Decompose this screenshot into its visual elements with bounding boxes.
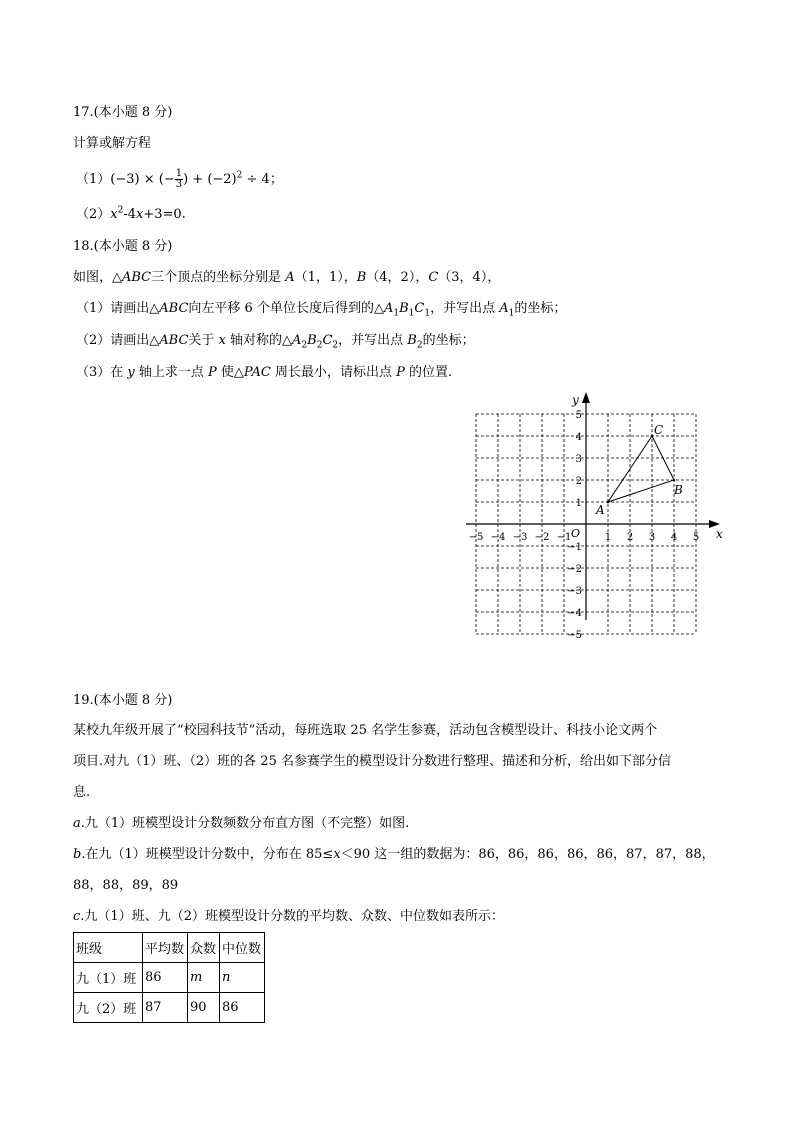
q18-header: 18.(本小题 8 分) [73,239,173,254]
q17-part1: （1）(−3) × (− $\frac{1}{3}$ ) + $(-2)^2 \div 4$； [76,168,283,190]
q19-item-a: a.九（1）班模型设计分数频数分布直方图（不完整）如图. [73,816,410,831]
x-tick-label: −4 [490,532,506,543]
x-tick-label: −2 [534,532,550,543]
x-tick-label: 2 [626,532,634,543]
q17-part2: $(2)x^2-4x+3=0$. [76,205,186,222]
table-cell: 九（1）班 [74,963,143,993]
y-tick-label: 5 [575,410,582,421]
table-cell: n [220,963,265,993]
q17-header: 17.(本小题 8 分) [73,105,173,120]
q19-intro-line3: 息. [73,785,91,800]
table-header-cell: 班级 [74,933,143,963]
stats-table [73,932,265,1023]
x-tick-label: −5 [468,532,484,543]
x-tick-label: −1 [556,532,572,543]
triangle-abc [608,436,674,502]
table-cell: m [188,963,220,993]
y-tick-label: 1 [575,498,582,509]
y-tick-label: −4 [567,608,582,619]
y-tick-label: −5 [567,630,582,641]
table-header-cell: 平均数 [143,933,188,963]
q18-part2: （2）请画出△ABC关于 x 轴对称的$\triangle A_2B_2C_2$，并写出点 $B_2$的坐标； [76,333,475,351]
table-header-cell: 众数 [188,933,220,963]
q19-item-b-cont: 88，88，89，89 [73,878,179,893]
table-cell: 九（2）班 [74,993,143,1023]
point-b [673,479,676,482]
x-tick-label: 4 [670,532,678,543]
x-axis-label: x [716,527,723,541]
y-tick-label: −3 [567,586,582,597]
table-cell: 86 [143,963,188,993]
y-tick-label: 4 [575,432,582,443]
point-label-c: C [654,423,664,437]
q19-header: 19.(本小题 8 分) [73,693,173,708]
table-cell: 90 [188,993,220,1023]
y-tick-label: −2 [567,564,582,575]
table-cell: 87 [143,993,188,1023]
x-tick-label: 1 [604,532,612,543]
q18-part3: （3）在 y 轴上求一点 P 使△PAC 周长最小，请标出点 P 的位置. [76,365,453,380]
y-tick-label: −1 [567,542,582,553]
x-tick-label: −3 [512,532,528,543]
q19-intro-line1: 某校九年级开展了“校园科技节”活动，每班选取 25 名学生参赛，活动包含模型设计、科技小论文两个 [73,723,658,738]
point-a [607,501,610,504]
q19-item-b: b.在九（1）班模型设计分数中，分布在 85≤x＜90 这一组的数据为：86，86，86，86，86，87，87，88， [73,847,715,862]
q18-intro: 如图，△ABC三个顶点的坐标分别是 A（1，1），B（4，2），C（3，4）， [73,270,501,285]
table-header-row [74,933,265,963]
origin-label: O [571,527,581,540]
table-row [74,993,265,1023]
y-axis-arrow-icon [582,392,590,403]
point-label-a: A [596,503,605,517]
table-cell: 86 [220,993,265,1023]
y-tick-label: 2 [575,476,582,487]
coordinate-grid-figure [452,388,724,656]
table-header-cell: 中位数 [220,933,265,963]
table-row [74,963,265,993]
fraction-one-third: $\frac{1}{3}$ [175,168,183,190]
x-tick-label: 3 [648,532,656,543]
point-label-b: B [674,483,683,497]
q19-intro-line2: 项目.对九（1）班、（2）班的各 25 名参赛学生的模型设计分数进行整理、描述和分析，给出如下部分信 [73,754,671,769]
q18-part1: （1）请画出△ABC向左平移 6 个单位长度后得到的$\triangle A_1B_1C_1$，并写出点 $A_1$的坐标； [76,301,567,319]
q19-item-c: c.九（1）班、九（2）班模型设计分数的平均数、众数、中位数如表所示： [73,909,504,924]
point-c [651,435,654,438]
q17-instruction: 计算或解方程 [73,136,152,151]
x-tick-label: 5 [692,532,700,543]
y-tick-label: 3 [575,454,582,465]
y-axis-label: y [572,393,579,407]
